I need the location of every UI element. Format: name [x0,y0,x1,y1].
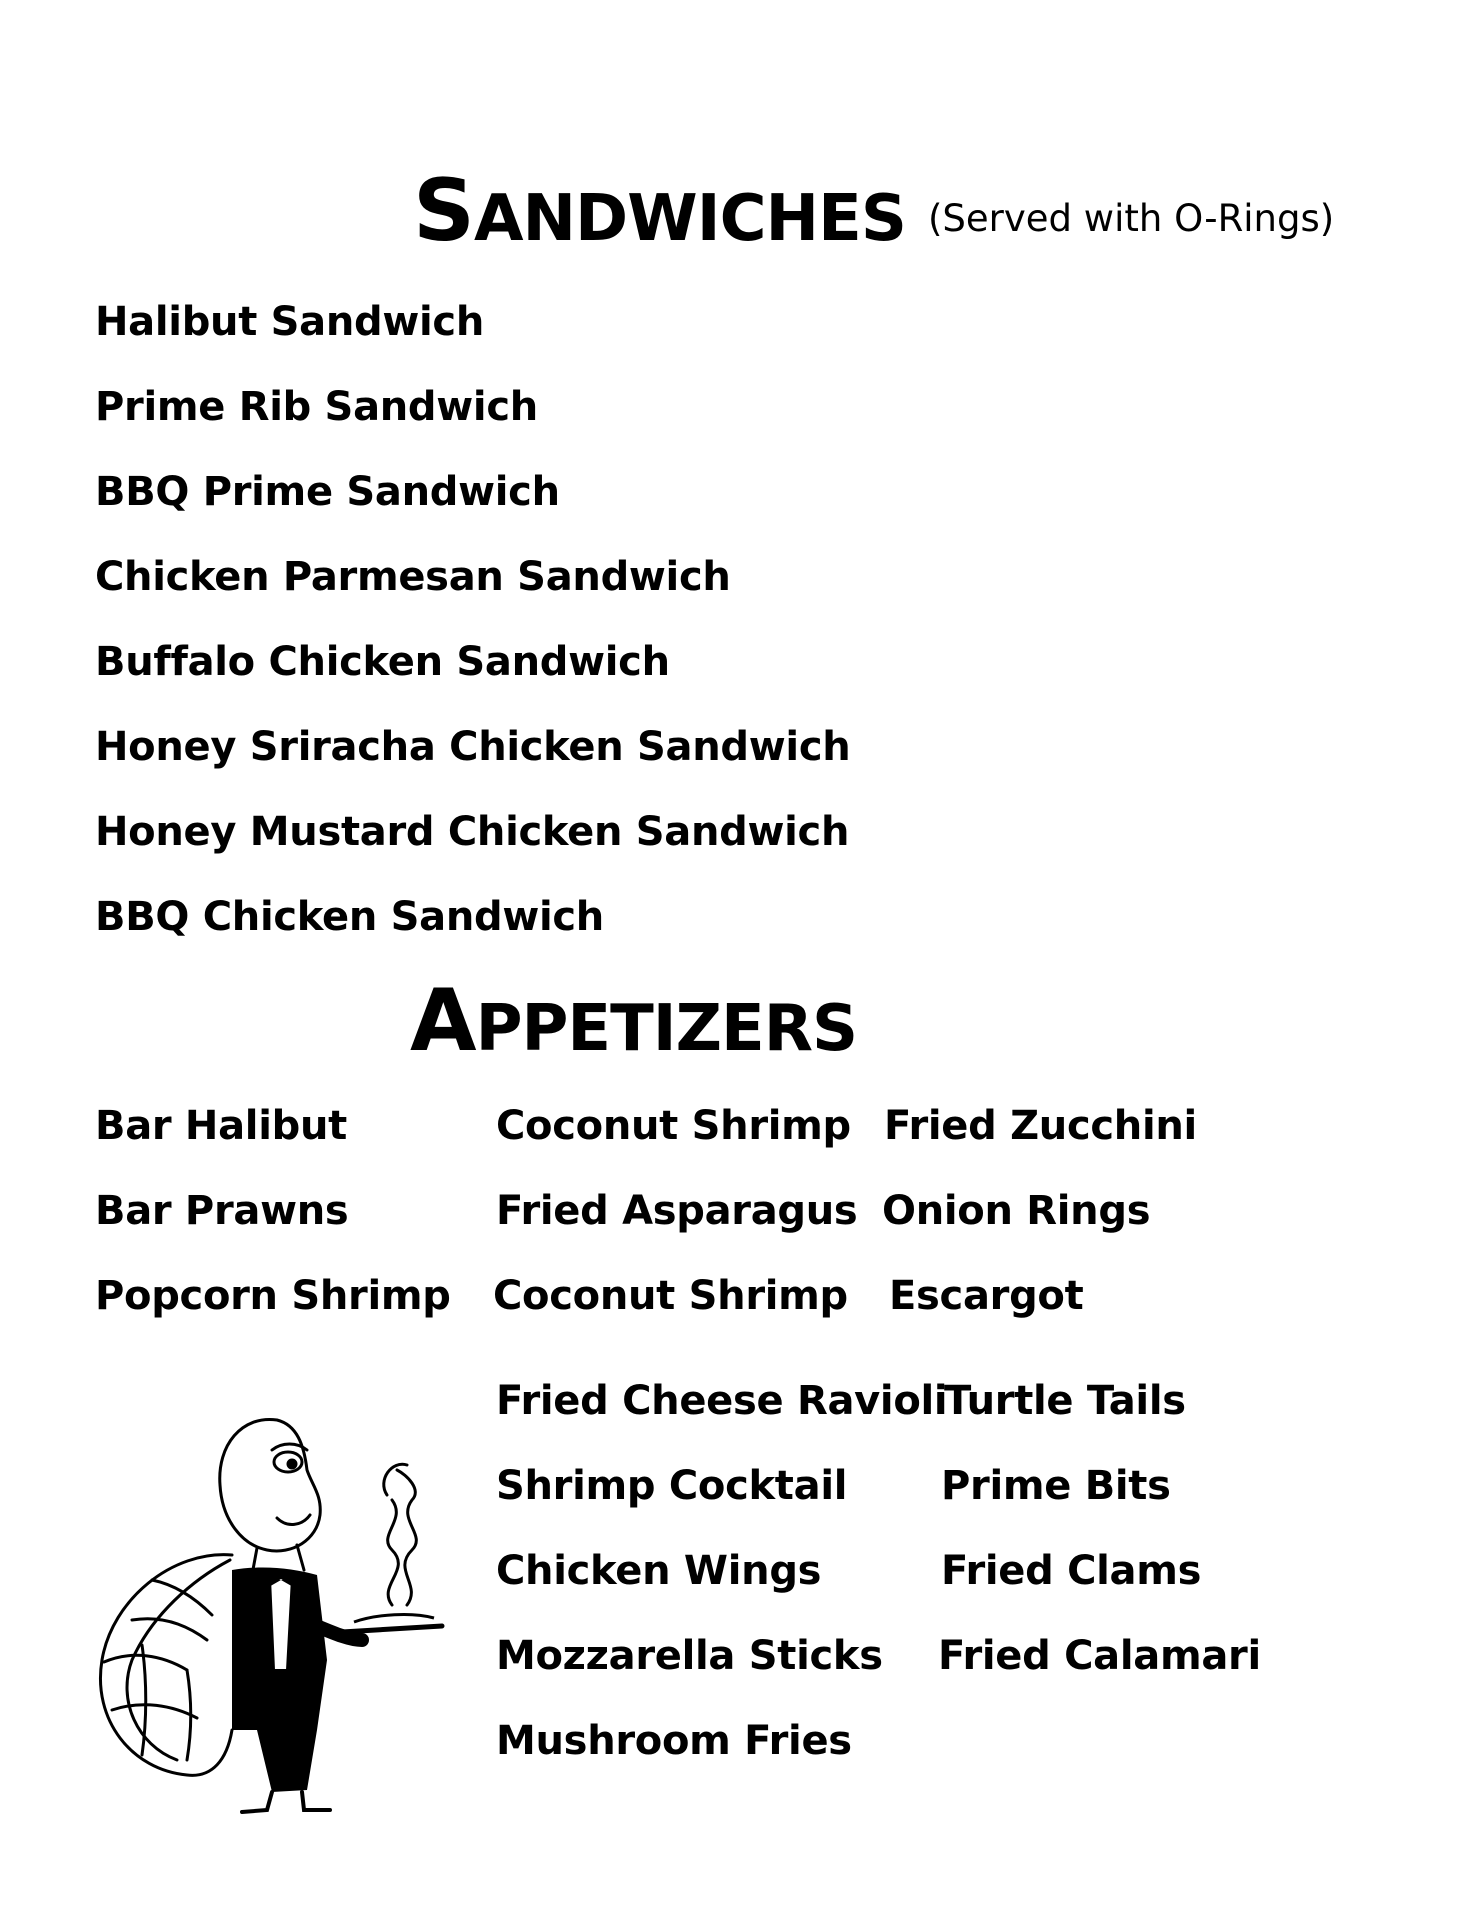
appetizer-item: Chicken Wings [496,1548,822,1594]
appetizer-item: Escargot [889,1273,1084,1319]
appetizer-item: Coconut Shrimp [493,1273,848,1319]
appetizer-item: Mozzarella Sticks [496,1633,883,1679]
appetizer-item: Fried Clams [941,1548,1202,1594]
appetizer-item: Turtle Tails [944,1378,1186,1424]
appetizer-item: Fried Calamari [938,1633,1261,1679]
sandwich-item: Prime Rib Sandwich [95,384,538,430]
appetizer-item: Fried Cheese Ravioli [496,1378,948,1424]
appetizer-item: Shrimp Cocktail [496,1463,848,1509]
sandwiches-heading-rest: ANDWICHES [473,182,906,256]
sandwiches-note: (Served with O-Rings) [928,197,1335,240]
appetizer-item: Coconut Shrimp [496,1103,851,1149]
sandwich-item: Honey Sriracha Chicken Sandwich [95,724,851,770]
appetizers-heading-initial: A [410,971,476,1071]
appetizers-heading-rest: PPETIZERS [475,992,858,1066]
appetizer-item: Fried Zucchini [884,1103,1197,1149]
sandwich-item: Buffalo Chicken Sandwich [95,639,670,685]
appetizers-heading [410,971,858,1071]
turtle-waiter-icon [92,1400,462,1820]
appetizer-item: Bar Halibut [95,1103,347,1149]
sandwiches-heading [413,161,906,261]
sandwich-item: Honey Mustard Chicken Sandwich [95,809,850,855]
sandwich-item: Chicken Parmesan Sandwich [95,554,731,600]
appetizer-item: Mushroom Fries [496,1718,852,1764]
appetizer-item: Bar Prawns [95,1188,349,1234]
sandwiches-heading-initial: S [413,161,474,261]
sandwich-item: Halibut Sandwich [95,299,485,345]
appetizer-item: Popcorn Shrimp [95,1273,451,1319]
sandwich-item: BBQ Prime Sandwich [95,469,560,515]
appetizer-item: Onion Rings [882,1188,1151,1234]
appetizer-item: Prime Bits [941,1463,1171,1509]
sandwich-item: BBQ Chicken Sandwich [95,894,604,940]
appetizer-item: Fried Asparagus [496,1188,858,1234]
